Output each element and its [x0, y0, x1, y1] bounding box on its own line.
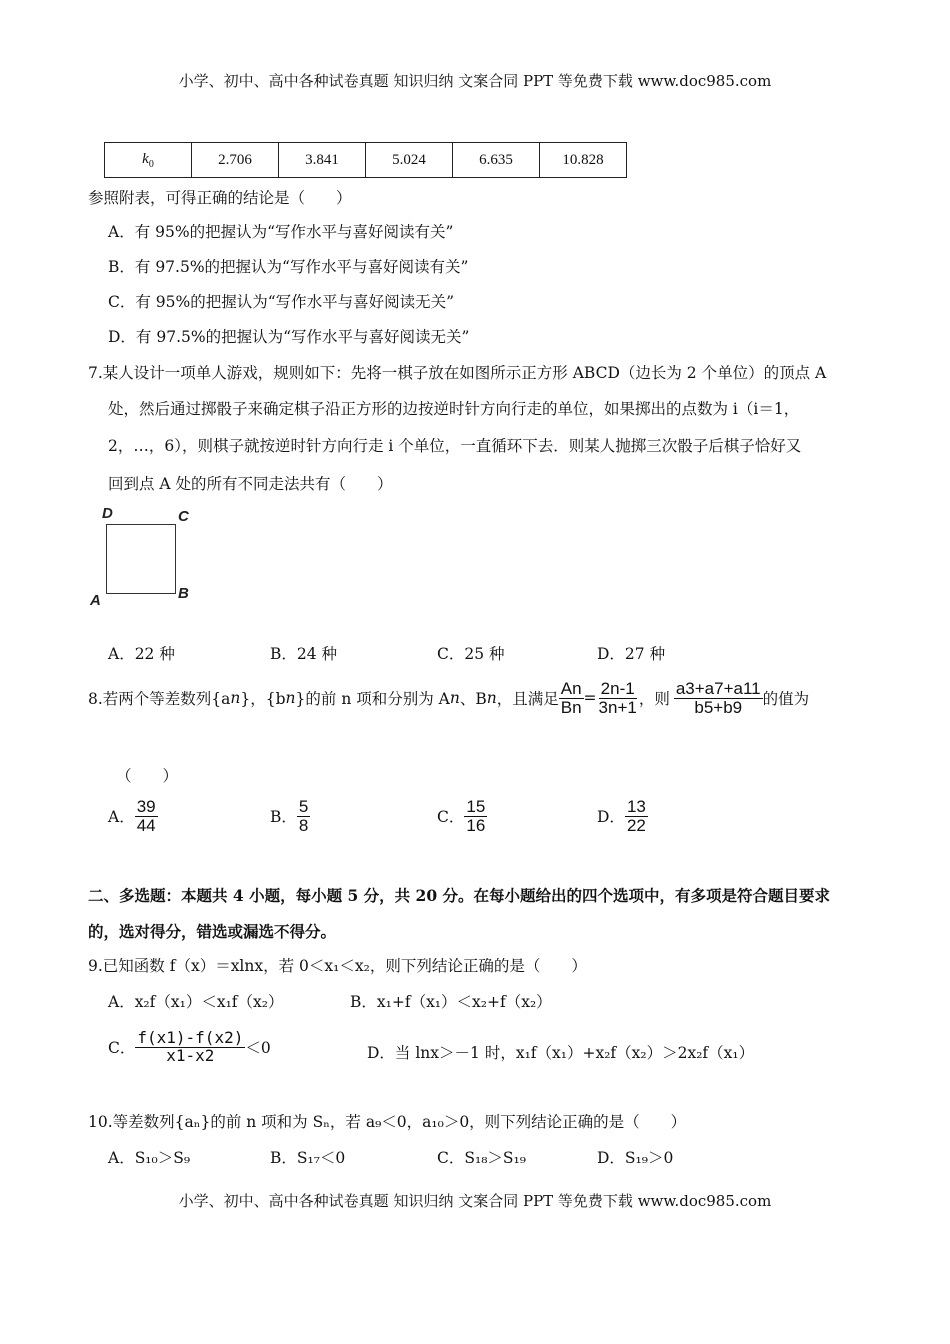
- q8-option-b: B． $\frac{5}{8}$: [270, 797, 309, 835]
- section-2-heading-line-1: 二、多选题：本题共 4 小题，每小题 5 分，共 20 分。在每小题给出的四个选项中，有多项是符合题目要求: [88, 886, 831, 905]
- q8-option-a: A． $\frac{39}{44}$: [108, 797, 156, 835]
- page-footer: 小学、初中、高中各种试卷真题 知识归纳 文案合同 PPT 等免费下载 www.doc985.com: [178, 1192, 772, 1210]
- table-cell: 6.635: [453, 143, 540, 178]
- q7-option-c: C．25 种: [437, 645, 505, 663]
- q10-option-a: A．S₁₀＞S₉: [108, 1149, 191, 1167]
- q7-line-4: 回到点 A 处的所有不同走法共有（ ）: [108, 475, 393, 493]
- q6-option-c: C．有 95%的把握认为“写作水平与喜好阅读无关”: [108, 293, 455, 311]
- square-figure: [106, 524, 176, 594]
- q6-option-a: A．有 95%的把握认为“写作水平与喜好阅读有关”: [108, 223, 454, 241]
- q8-text-pre: 8.若两个等差数列{a: [88, 690, 231, 709]
- vertex-label-b: B: [178, 585, 189, 602]
- q10-option-d: D．S₁₉＞0: [597, 1149, 674, 1167]
- q8-stem: 8.若两个等差数列{a n }，{b n }的前 n 项和分别为 A n 、B n ，且满足 $\frac{An}{Bn}$ = $\frac{2n-1}{3n+1}$ ，则 $\frac{a3+a7+a11}{b5+b9}$ 的值为: [88, 679, 810, 717]
- q10-stem: 10.等差数列{aₙ}的前 n 项和为 Sₙ，若 a₉＜0，a₁₀＞0，则下列结论正确的是（ ）: [88, 1113, 687, 1131]
- q6-option-d: D．有 97.5%的把握认为“写作水平与喜好阅读无关”: [108, 328, 470, 346]
- vertex-label-c: C: [178, 508, 189, 525]
- q6-stem: 参照附表，可得正确的结论是（ ）: [88, 189, 352, 207]
- fraction-13-22: $\frac{13}{22}$: [626, 797, 646, 835]
- section-2-heading-line-2: 的，选对得分，错选或漏选不得分。: [88, 922, 337, 941]
- q8-blank: （ ）: [116, 767, 179, 785]
- table-label: k: [142, 150, 149, 167]
- q7-option-d: D．27 种: [597, 645, 666, 663]
- fraction-39-44: $\frac{39}{44}$: [136, 797, 156, 835]
- q9-option-b: B．x₁+f（x₁）＜x₂+f（x₂）: [350, 993, 552, 1011]
- fraction-an-bn: $\frac{An}{Bn}$: [560, 679, 582, 717]
- q10-option-b: B．S₁₇＜0: [270, 1149, 346, 1167]
- q9-option-a: A．x₂f（x₁）＜x₁f（x₂）: [108, 993, 284, 1011]
- q7-line-3: 2，…，6），则棋子就按逆时针方向行走 i 个单位，一直循环下去．则某人抛掷三次骰子后棋子恰好又: [108, 437, 802, 455]
- q8-option-c: C． $\frac{15}{16}$: [437, 797, 486, 835]
- table-cell: 3.841: [279, 143, 366, 178]
- fraction-difference-quotient: $\frac{f(x1)-f(x2)}{x1-x2}$: [137, 1028, 244, 1065]
- vertex-label-a: A: [90, 592, 101, 609]
- q7-line-2: 处，然后通过掷骰子来确定棋子沿正方形的边按逆时针方向行走的单位，如果掷出的点数为 i（i＝1，: [108, 400, 800, 418]
- q7-option-a: A．22 种: [108, 645, 175, 663]
- q7-line-1: 7.某人设计一项单人游戏，规则如下：先将一棋子放在如图所示正方形 ABCD（边长为 2 个单位）的顶点 A: [88, 364, 827, 382]
- table-label-cell: [105, 143, 192, 178]
- q8-option-d: D． $\frac{13}{22}$: [597, 797, 646, 835]
- fraction-15-16: $\frac{15}{16}$: [466, 797, 486, 835]
- table-label-sub: 0: [148, 158, 154, 170]
- q8-text-post: 的值为: [762, 690, 810, 709]
- q6-option-b: B．有 97.5%的把握认为“写作水平与喜好阅读有关”: [108, 258, 469, 276]
- q9-stem: 9.已知函数 f（x）＝xlnx，若 0＜x₁＜x₂，则下列结论正确的是（ ）: [88, 957, 587, 975]
- critical-value-table: [104, 142, 627, 178]
- q9-option-c: C． $\frac{f(x1)-f(x2)}{x1-x2}$ ＜0: [108, 1028, 271, 1065]
- table-cell: 2.706: [192, 143, 279, 178]
- q8-text-then: ，则: [638, 690, 670, 709]
- q9-option-d: D．当 lnx＞－1 时，x₁f（x₁）+x₂f（x₂）＞2x₂f（x₁）: [367, 1044, 755, 1062]
- q8-text-mid2: }的前 n 项和分别为 A: [295, 690, 450, 709]
- q8-text-mid: }，{b: [240, 690, 286, 709]
- q7-option-b: B．24 种: [270, 645, 338, 663]
- page-header: 小学、初中、高中各种试卷真题 知识归纳 文案合同 PPT 等免费下载 www.doc985.com: [178, 72, 772, 90]
- table-cell: 10.828: [540, 143, 627, 178]
- q8-text-mid3: 、B: [459, 690, 487, 709]
- q8-text-mid4: ，且满足: [496, 690, 559, 709]
- table-cell: 5.024: [366, 143, 453, 178]
- fraction-2n-1-3n+1: $\frac{2n-1}{3n+1}$: [598, 679, 637, 717]
- q10-option-c: C．S₁₈＞S₁₉: [437, 1149, 526, 1167]
- fraction-5-8: $\frac{5}{8}$: [298, 797, 309, 835]
- q8-equals: =: [583, 689, 597, 708]
- fraction-a-sum-b-sum: $\frac{a3+a7+a11}{b5+b9}$: [675, 679, 761, 717]
- vertex-label-d: D: [102, 505, 113, 522]
